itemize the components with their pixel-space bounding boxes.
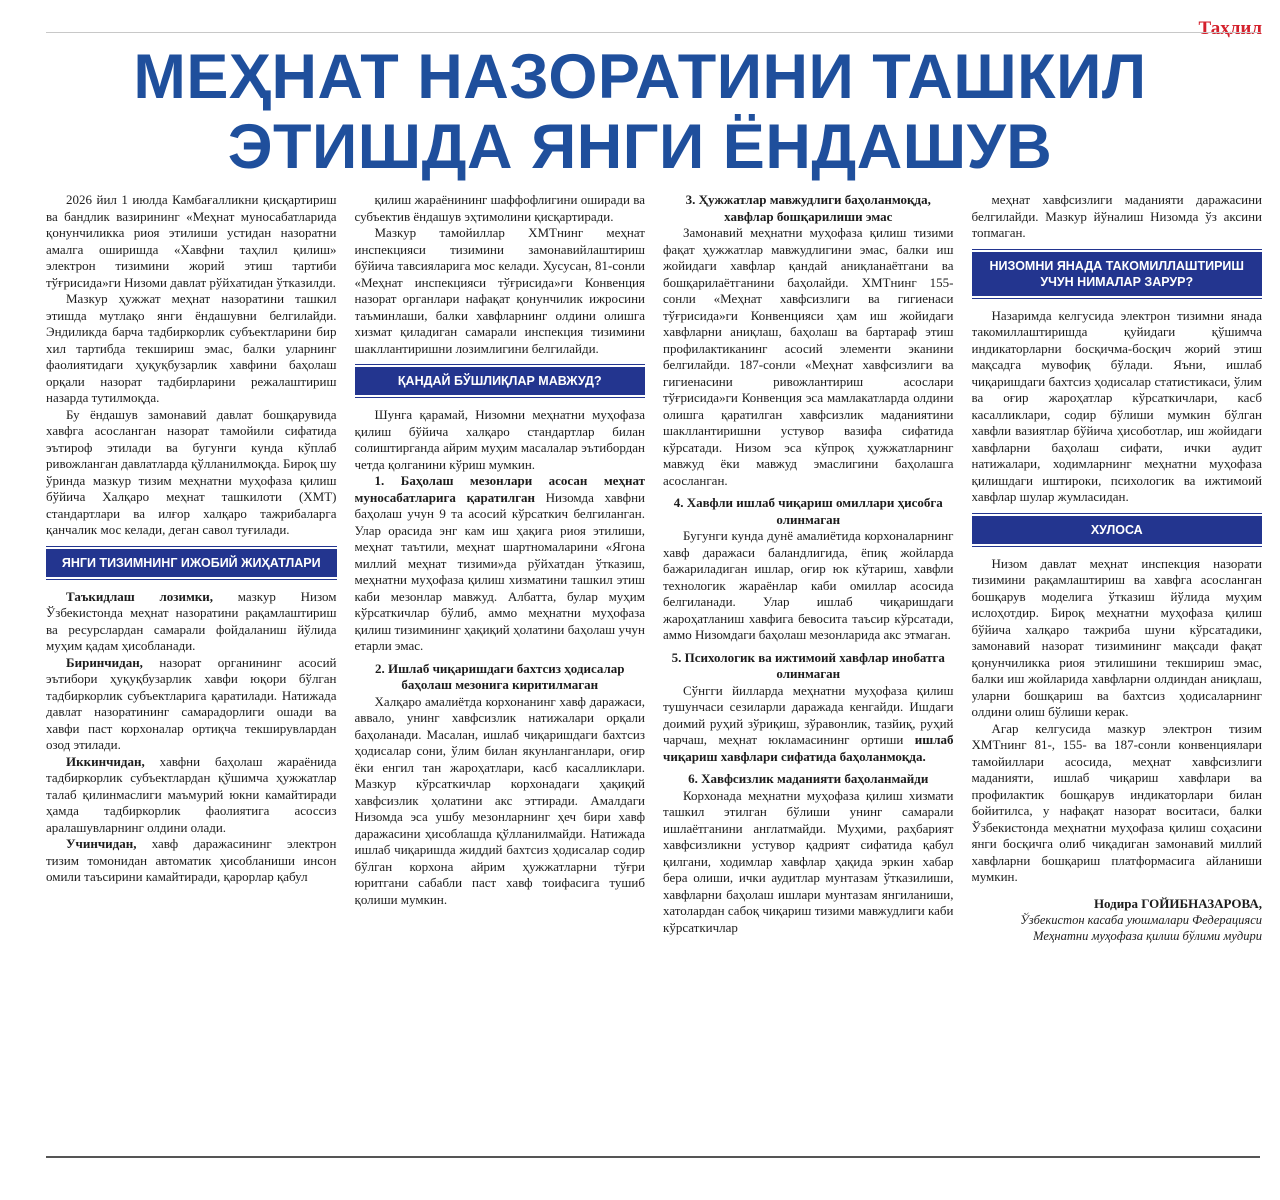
subheading: 3. Ҳужжатлар мавжудлиги баҳоланмоқда, хавфлар бошқарилиши эмас — [685, 192, 931, 224]
section-heading-box: НИЗОМНИ ЯНАДА ТАКОМИЛЛАШТИРИШ УЧУН НИМАЛАР ЗАРУР? — [972, 252, 1263, 296]
article-headline — [0, 42, 1280, 182]
paragraph-text: мазкур Низом Ўзбекистонда меҳнат назоратини рақамлаштириш ва ресурслардан самарали фойдаланиш йўлида муҳим қадам ҳисобланади. — [46, 588, 337, 653]
subheading: 5. Психологик ва ижтимоий хавфлар инобатга олинмаган — [671, 649, 945, 681]
paragraph: 2026 йил 1 июлда Камбағалликни қисқартириш ва бандлик вазирининг «Меҳнат муносабатларида қонунчиликка риоя этилиши устидан назоратни амалга оширишда «Хавфни таҳлил қилиш» электрон тизимини жорий этиш тартиби тўғрисида»ги Низоми давлат рўйхатидан ўтказилди. — [46, 192, 337, 290]
paragraph: Шунга қарамай, Низомни меҳнатни муҳофаза қилиш бўйича халқаро стандартлар билан солиштирганда айрим муҳим масалалар эътибордан четда қолганини кўриш мумкин. — [354, 407, 645, 472]
subheading: 2. Ишлаб чиқаришдаги бахтсиз ҳодисалар баҳолаш мезонига киритилмаган — [374, 660, 625, 692]
paragraph: Бугунги кунда дунё амалиётида корхоналарнинг хавф даражаси баландлигида, ёпиқ жойларда бажариладиган ишлар, оғир юк кўтариш, хавфли технологик жараёнлар каби омиллар асосида белгиланади. Улар ишлаб чиқаришдаги жароҳатланиш хавфига бевосита таъсир кўрсатади, аммо Низомдаги баҳолаш мезонларида акс этмаган. — [663, 528, 954, 642]
paragraph: Мазкур тамойиллар ХМТнинг меҳнат инспекцияси тизимини замонавийлаштириш бўйича тавсияларига мос келади. Хусусан, 81-сонли «Меҳнат инспекцияси тўғрисида»ги Конвенция назорат органлари нафақат қонунчилик ижросини таъминлаши, балки хавфларнинг олдини олишга хизмат қиладиган самарали инспекция тизимини шакллантиришни лозимлигини белгилайди. — [354, 225, 645, 356]
top-divider — [46, 32, 1260, 33]
paragraph: Агар келгусида мазкур электрон тизим ХМТнинг 81-, 155- ва 187-сонли конвенциялари тамойиллари асосида, меҳнат хавфсизлиги маданияти, ишлаб чиқариш хавфлари ва профилактик бошқарув индикаторлари билан бойитилса, у нафақат назорат воситаси, балки Ўзбекистонда меҳнатни муҳофаза қилиш соҳасини янги босқичга олиб чиқадиган замонавий миллий хавфларни бошқариш платформасига айланиши мумкин. — [971, 720, 1262, 884]
paragraph-text: Сўнгги йилларда меҳнатни муҳофаза қилиш тушунчаси сезиларли даражада кенгайди. Ишдаги доимий руҳий зўриқиш, зўравонлик, тазйиқ, руҳий чарчаш, меҳнат юкламасининг ортиши — [663, 682, 954, 747]
section-heading-box: ХУЛОСА — [972, 516, 1263, 544]
paragraph: Мазкур ҳужжат меҳнат назоратини ташкил этишда мутлақо янги ёндашувни белгилайди. Эндиликда барча тадбиркорлик субъектларини бир хил тартибда текшириш эмас, балки уларнинг фаолиятидаги ҳуқуқбузарлик хавфини баҳолаш орқали назорат тадбирларини режалаштириш назарда тутилмоқда. — [46, 291, 337, 405]
emphasis: ишлаб чиқариш хавфлари сифатида баҳоланмоқда. — [663, 732, 954, 764]
paragraph — [663, 683, 954, 766]
column-2 — [355, 192, 646, 1147]
paragraph: Халқаро амалиётда корхонанинг хавф даражаси, аввало, унинг хавфсизлик натижалари орқали баҳоланади. Масалан, ишлаб чиқаришдаги бахтсиз ҳодисалар сони, ўлим билан якунланганлари, оғир ёки енгил тан жароҳатлари, касб касалликлари. Мазкур кўрсаткичлар корхонадаги ҳақиқий хавфсизлик ҳолатини акс эттиради. Амалдаги Низомда эса ушбу мезонларнинг ҳеч бири хавф даражасини ҳисоблашда қўлланилмайди. Натижада ишлаб чиқаришда жиддий бахтсиз ҳодисалар содир бўлган корхона айрим ҳужжатларни тўғри юритгани сабабли паст хавф тоифасига тушиб қолиши мумкин. — [354, 693, 645, 907]
paragraph: Бу ёндашув замонавий давлат бошқарувида хавфга асосланган назорат тамойили сифатида эътироф этилади ва бугунги кунда кўплаб ривожланган давлатларда қўлланилмоқда. Бироқ шу ўринда мазкур тизим меҳнатни муҳофаза қилиш бўйича Халқаро меҳнат ташкилоти (ХМТ) стандартлари ва илғор халқаро тажрибаларга қанчалик мос келади, деган савол туғилади. — [46, 406, 337, 537]
headline-line-1: МЕҲНАТ НАЗОРАТИНИ ТАШКИЛ — [133, 42, 1147, 112]
lead-in: Таъкидлаш лозимки, — [66, 588, 214, 604]
paragraph — [46, 589, 337, 655]
author-position: Ўзбекистон касаба уюшмалари Федерацияси Меҳнатни муҳофаза қилиш бўлими мудири — [1020, 913, 1262, 943]
bottom-divider — [46, 1156, 1260, 1158]
paragraph-text: хавф даражасининг электрон тизим томонидан автоматик ҳисобланиши инсон омили таъсирини камайтиради, қарорлар қабул — [46, 836, 337, 884]
lead-in: Учинчидан, — [66, 836, 137, 851]
lead-in: Биринчидан, — [66, 654, 143, 670]
subheading: 6. Хавфсизлик маданияти баҳоланмайди — [688, 771, 929, 786]
paragraph — [46, 754, 337, 837]
paragraph: қилиш жараёнининг шаффофлигини оширади ва субъектив ёндашув эҳтимолини қисқартиради. — [354, 192, 645, 224]
subheading: 1. Баҳолаш мезонлари асосан меҳнат муносабатларига қаратилган — [354, 473, 645, 505]
lead-in: Иккинчидан, — [66, 753, 145, 769]
paragraph: Замонавий меҳнатни муҳофаза қилиш тизими фақат ҳужжатлар мавжудлигини эмас, балки иш жойидаги хавфлар қандай аниқланаётгани ва бошқарилаётганини баҳолайди. ХМТнинг 155-сонли «Меҳнат хавфсизлиги ва гигиенаси тўғрисида»ги Конвенцияси ҳам иш жойидаги хавфларни аниқлаш, баҳолаш ва бартараф этиш профилактиканинг асосий элементи эканини белгилайди. 187-сонли «Меҳнат хавфсизлиги ва гигиенасини ривожлантириш асослари тўғрисида»ги Конвенция эса мамлакатларда олдини олишга қаратилган хавфсизлик маданиятини шакллантиришни устувор вазифа сифатида кўрсатади. Низом эса кўпроқ ҳужжатларнинг мавжуд ёки мавжуд эмаслигини баҳолашга асосланган. — [663, 225, 954, 488]
paragraph-text: назорат органининг асосий эътибори ҳуқуқбузарлик хавфи юқори бўлган тадбиркорлик субъектларига қаратилади. Натижада давлат назоратининг самарадорлиги ошади ва хавфи паст корхоналар ортиқча текширувлардан озод этилади. — [46, 654, 337, 752]
section-rubric: Таҳлил — [1198, 18, 1262, 39]
headline-line-2: ЭТИШДА ЯНГИ ЁНДАШУВ — [227, 112, 1053, 182]
paragraph: меҳнат хавфсизлиги маданияти даражасини белгилайди. Мазкур йўналиш Низомда ўз аксини топмаган. — [971, 192, 1262, 240]
paragraph — [46, 836, 337, 886]
article-columns — [46, 192, 1262, 1147]
column-3 — [663, 192, 954, 1147]
paragraph: Корхонада меҳнатни муҳофаза қилиш хизмати ташкил этилган бўлиши унинг самарали ишлаётганини англатмайди. Муҳими, раҳбарият хавфсизликни устувор қадрият сифатида қабул қилгани, ходимлар хавфлар ҳақида эркин хабар бера олиши, ички аудитлар мунтазам ўтказилиши, хавфларни баҳолаш ишлари мунтазам янгиланиши, хатолардан сабоқ чиқариш тизими мавжудлиги каби кўрсаткичлар — [663, 787, 954, 935]
paragraph: Низом давлат меҳнат инспекция назорати тизимини рақамлаштириш ва хавфга асосланган бошқарув моделига ўтказиш йўлида муҳим ислоҳотдир. Бироқ меҳнатни муҳофаза қилиш бўйича халқаро тажриба шуни кўрсатадики, замонавий назорат тизимининг мақсади фақат қонунчиликка риоя этилишини текшириш эмас, балки иш жойларида хавфларни олдиндан аниқлаш, уларни бошқариш ва бахтсиз ҳодисаларнинг олдини олиш бўлиши керак. — [971, 555, 1262, 719]
section-heading-box: ЯНГИ ТИЗИМНИНГ ИЖОБИЙ ЖИҲАТЛАРИ — [46, 549, 337, 577]
paragraph: Назаримда келгусида электрон тизимни янада такомиллаштиришда қуйидаги қўшимча индикаторларни босқичма-босқич жорий этиш мақсадга мувофиқ бўлади. Яъни, ишлаб чиқаришдаги бахтсиз ҳодисалар статистикаси, ўлим ва оғир жароҳатлар кўрсаткичлари, касб касалликлари, содир бўлиши мумкин бўлган хавфли вазиятлар бўйича ҳисоботлар, иш жойидаги хавфларни баҳолаш сифати, ички аудит натижалари, ходимларнинг меҳнатни муҳофаза қилишдаги иштироки, психологик ва ижтимоий хавфлар шулар жумласидан. — [971, 307, 1262, 504]
paragraph — [355, 473, 646, 655]
subheading: 4. Хавфли ишлаб чиқариш омиллари ҳисобга олинмаган — [673, 495, 943, 527]
author-name: Нодира ГОЙИБНАЗАРОВА, — [1093, 895, 1262, 911]
paragraph-text: Низомда хавфни баҳолаш учун 9 та асосий кўрсаткич белгиланган. Улар орасида энг кам иш ҳақига риоя этилиши, меҳнат таътили, меҳнат шартномаларини «Ягона миллий меҳнат тизими»да рўйхатдан ўтказиш, меҳнатни муҳофаза қилиш хизматини ташкил этиш каби мезонлар мавжуд. Албатта, булар муҳим кўрсаткичлар бўлиб, аммо меҳнатни муҳофаза қилиш тизимининг ҳақиқий ҳолатини баҳолаш учун етарли эмас. — [354, 489, 645, 653]
column-4 — [972, 192, 1263, 1147]
paragraph — [46, 655, 337, 754]
section-heading-box: ҚАНДАЙ БЎШЛИҚЛАР МАВЖУД? — [355, 367, 646, 395]
paragraph-text: хавфни баҳолаш жараёнида тадбиркорлик субъектлардан қўшимча ҳужжатлар талаб қилинмаслиги маъмурий юкни камайтиради ҳамда тадбиркорлик фаолиятига асоссиз аралашувларнинг олдини олади. — [46, 753, 337, 835]
column-1 — [46, 192, 337, 1147]
